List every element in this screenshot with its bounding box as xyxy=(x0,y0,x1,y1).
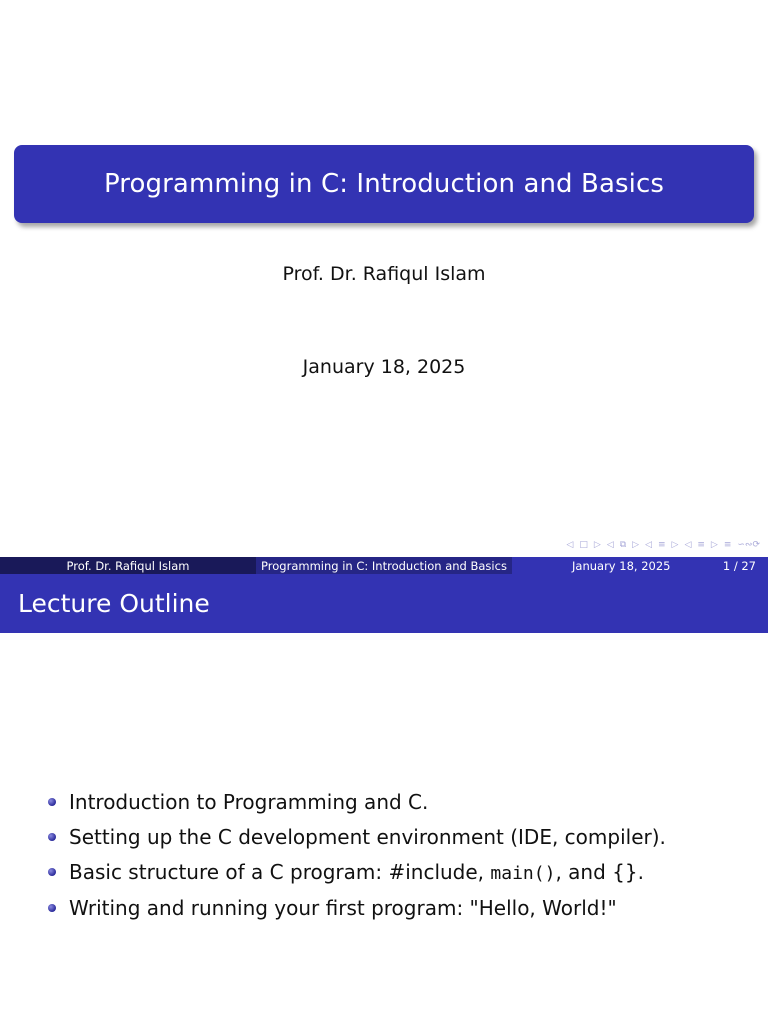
bullet-icon xyxy=(48,868,56,876)
frame-title: Lecture Outline xyxy=(18,589,210,618)
title-banner xyxy=(14,145,754,223)
footer-author-section xyxy=(0,557,256,574)
list-item xyxy=(48,785,666,820)
nav-section-back-icon[interactable]: ◁ xyxy=(645,540,652,550)
presentation-author: Prof. Dr. Rafiqul Islam xyxy=(282,263,486,285)
nav-section-icon[interactable]: ≡ xyxy=(657,540,666,550)
nav-search-icon[interactable]: ∽∾⟳ xyxy=(737,540,760,550)
list-item-text: Basic structure of a C program: #include, xyxy=(69,860,491,884)
list-item xyxy=(48,820,666,855)
list-item xyxy=(48,855,666,891)
footer-title: Programming in C: Introduction and Basics xyxy=(261,558,507,573)
nav-doc-forward-icon[interactable]: ▷ xyxy=(710,540,718,550)
bullet-icon xyxy=(48,833,56,841)
nav-appendix-icon[interactable]: ≡ xyxy=(723,540,732,550)
list-item-text: Writing and running your first program: "Hello, World!" xyxy=(69,896,617,920)
nav-subsection-icon[interactable]: ⧉ xyxy=(619,540,627,550)
slide-footer xyxy=(0,557,768,574)
bullet-icon xyxy=(48,904,56,912)
frame-title-bar xyxy=(0,574,768,633)
nav-section-forward-icon[interactable]: ▷ xyxy=(671,540,679,550)
list-item-text: Introduction to Programming and C. xyxy=(69,790,429,814)
nav-frame-back-icon[interactable]: ◁ xyxy=(566,540,574,550)
beamer-navigation-bar[interactable] xyxy=(566,538,760,552)
bullet-icon xyxy=(48,798,56,806)
code-main: main() xyxy=(490,863,556,884)
nav-doc-back-icon[interactable]: ◁ xyxy=(684,540,692,550)
list-item xyxy=(48,891,666,926)
footer-author: Prof. Dr. Rafiqul Islam xyxy=(66,558,190,573)
footer-date-section xyxy=(512,557,768,574)
outline-list xyxy=(48,785,666,926)
presentation-date: January 18, 2025 xyxy=(302,356,466,378)
list-item-text: Setting up the C development environment (IDE, compiler). xyxy=(69,825,666,849)
nav-doc-icon[interactable]: ≡ xyxy=(697,540,705,550)
presentation-title: Programming in C: Introduction and Basics xyxy=(103,169,664,199)
nav-subsection-back-icon[interactable]: ◁ xyxy=(606,540,614,550)
footer-page-number: 1 / 27 xyxy=(722,558,756,573)
nav-frame-forward-icon[interactable]: ▷ xyxy=(593,540,601,550)
footer-date: January 18, 2025 xyxy=(572,558,671,573)
nav-frame-icon[interactable]: □ xyxy=(579,540,588,550)
footer-title-section xyxy=(256,557,512,574)
nav-subsection-forward-icon[interactable]: ▷ xyxy=(632,540,640,550)
list-item-text-end: , and {}. xyxy=(555,860,644,884)
